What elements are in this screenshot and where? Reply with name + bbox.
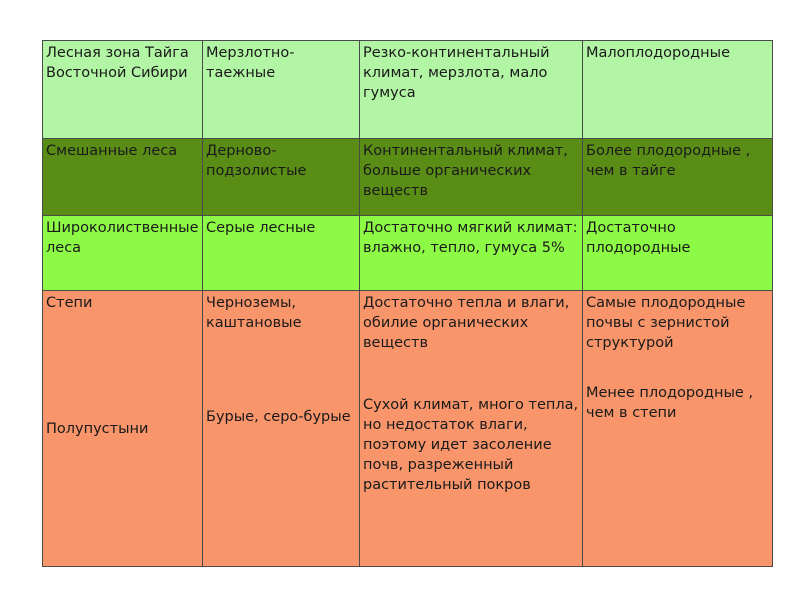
soil-zones-table: [42, 40, 773, 567]
climate-cell: Континентальный климат, больше органических веществ: [360, 139, 583, 216]
zone-semidesert: Полупустыни: [46, 421, 149, 437]
fertility-cell: [583, 291, 773, 567]
climate-cell: Достаточно мягкий климат: влажно, тепло, гумуса 5%: [360, 216, 583, 291]
climate-steppe: Достаточно тепла и влаги, обилие органических веществ: [363, 295, 570, 351]
fertility-steppe: Самые плодородные почвы с зернистой структурой: [586, 295, 746, 351]
fertility-semidesert: Менее плодородные , чем в степи: [586, 385, 754, 421]
zone-cell: [43, 291, 203, 567]
table-row: [43, 41, 773, 139]
climate-semidesert: Сухой климат, много тепла, но недостаток влаги, поэтому идет засоление почв, разреженный растительный покров: [363, 397, 579, 493]
fertility-cell: Достаточно плодородные: [583, 216, 773, 291]
zone-cell: Широколиственные леса: [43, 216, 203, 291]
fertility-cell: Более плодородные , чем в тайге: [583, 139, 773, 216]
climate-cell: Резко-континентальный климат, мерзлота, мало гумуса: [360, 41, 583, 139]
soil-cell: [203, 291, 360, 567]
fertility-cell: Малоплодородные: [583, 41, 773, 139]
soil-cell: Серые лесные: [203, 216, 360, 291]
table-row: [43, 291, 773, 567]
zone-cell: Смешанные леса: [43, 139, 203, 216]
zone-steppe: Степи: [46, 295, 93, 311]
table-row: [43, 139, 773, 216]
table-row: [43, 216, 773, 291]
soil-cell: Дерново-подзолистые: [203, 139, 360, 216]
soil-semidesert: Бурые, серо-бурые: [206, 409, 351, 425]
soil-cell: Мерзлотно-таежные: [203, 41, 360, 139]
soil-steppe: Черноземы, каштановые: [206, 295, 302, 331]
climate-cell: [360, 291, 583, 567]
zone-cell: Лесная зона Тайга Восточной Сибири: [43, 41, 203, 139]
